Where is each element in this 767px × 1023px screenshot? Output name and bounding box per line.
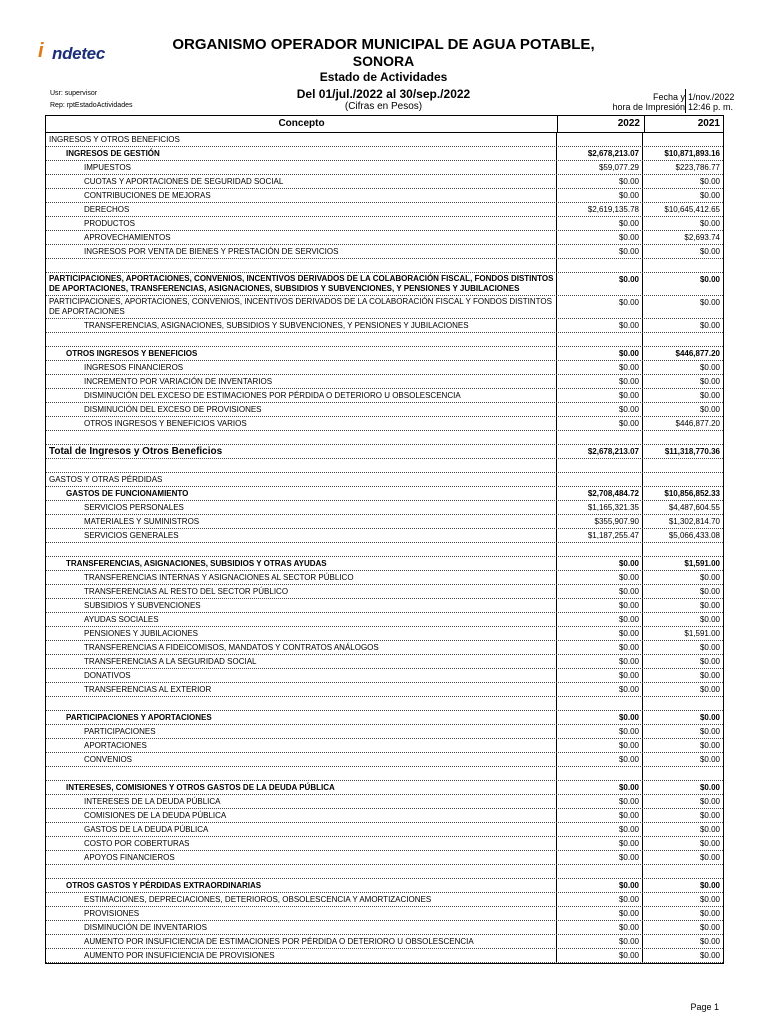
- table-row: [46, 683, 723, 697]
- row-value-2022: $2,619,135.78: [557, 203, 643, 216]
- row-concept: SERVICIOS PERSONALES: [46, 501, 557, 514]
- row-concept: INCREMENTO POR VARIACIÓN DE INVENTARIOS: [46, 375, 557, 388]
- row-value-2021: $0.00: [699, 713, 720, 722]
- row-concept: APORTACIONES: [46, 739, 557, 752]
- row-concept: PENSIONES Y JUBILACIONES: [46, 627, 557, 640]
- table-row: [46, 739, 723, 753]
- table-row: [46, 529, 723, 543]
- row-concept: [46, 865, 557, 878]
- row-value-2022: $0.00: [557, 571, 643, 584]
- row-value-2022: $0.00: [557, 655, 643, 668]
- row-concept: TRANSFERENCIAS A FIDEICOMISOS, MANDATOS Y CONTRATOS ANÁLOGOS: [46, 641, 557, 654]
- row-value-2022: $0.00: [557, 921, 643, 934]
- row-concept: [46, 259, 557, 272]
- row-value-2022: $0.00: [557, 557, 643, 570]
- table-row: [46, 189, 723, 203]
- table-row: [46, 697, 723, 711]
- row-value-2021: $0.00: [699, 937, 720, 946]
- row-value-2022: $0.00: [557, 809, 643, 822]
- table-row: [46, 375, 723, 389]
- row-concept: GASTOS Y OTRAS PÉRDIDAS: [46, 473, 557, 486]
- table-row: [46, 161, 723, 175]
- row-value-2021: $1,591.00: [684, 559, 720, 568]
- row-value-2021: $0.00: [699, 219, 720, 228]
- table-row: [46, 795, 723, 809]
- row-concept: [46, 459, 557, 472]
- row-concept: [46, 767, 557, 780]
- table-row: [46, 361, 723, 375]
- row-value-2022: [557, 865, 643, 878]
- row-value-2022: $0.00: [557, 879, 643, 892]
- row-value-2022: $0.00: [557, 683, 643, 696]
- row-concept: PARTICIPACIONES, APORTACIONES, CONVENIOS, INCENTIVOS DERIVADOS DE LA COLABORACIÓN FISCAL Y FONDOS DISTINTOS DE APORTACIONES: [46, 296, 557, 318]
- row-value-2022: [557, 459, 643, 472]
- row-value-2021: $0.00: [699, 643, 720, 652]
- activities-table: [45, 115, 724, 964]
- row-value-2021: $0.00: [699, 377, 720, 386]
- row-value-2022: $1,165,321.35: [557, 501, 643, 514]
- row-value-2022: $0.00: [557, 189, 643, 202]
- table-row: [46, 809, 723, 823]
- row-value-2021: $10,645,412.65: [664, 205, 720, 214]
- table-row: [46, 557, 723, 571]
- row-value-2021: [643, 333, 723, 346]
- row-value-2021: [643, 767, 723, 780]
- row-concept: INTERESES DE LA DEUDA PÚBLICA: [46, 795, 557, 808]
- org-name-line1: ORGANISMO OPERADOR MUNICIPAL DE AGUA POTABLE,: [172, 36, 595, 53]
- row-value-2022: $0.00: [557, 613, 643, 626]
- print-date-label: Fecha y: [652, 92, 685, 102]
- row-value-2021: $4,487,604.55: [668, 503, 720, 512]
- row-value-2022: [557, 133, 643, 146]
- row-value-2022: [557, 333, 643, 346]
- table-row: [46, 459, 723, 473]
- table-row: [46, 725, 723, 739]
- row-value-2021: $446,877.20: [675, 349, 720, 358]
- table-row: [46, 347, 723, 361]
- row-value-2021: [643, 459, 723, 472]
- row-concept: COMISIONES DE LA DEUDA PÚBLICA: [46, 809, 557, 822]
- col-header-2022: 2022: [558, 116, 645, 132]
- report-code: Rep: rptEstadoActividades: [50, 102, 133, 109]
- row-concept: PARTICIPACIONES: [46, 725, 557, 738]
- table-header: [46, 116, 723, 133]
- header-divider: [685, 89, 686, 113]
- row-concept: OTROS GASTOS Y PÉRDIDAS EXTRAORDINARIAS: [46, 879, 557, 892]
- row-value-2021: $0.00: [699, 275, 720, 284]
- table-row: [46, 711, 723, 725]
- row-concept: PARTICIPACIONES, APORTACIONES, CONVENIOS, INCENTIVOS DERIVADOS DE LA COLABORACIÓN FISCAL, FONDOS DISTINTOS DE APORTACIONES, TRANSFERENCIAS, ASIGNACIONES, SUBSIDIOS Y SUBVENCIONES, Y PENSIONES Y JUBILACIONES: [46, 273, 557, 295]
- row-concept: GASTOS DE FUNCIONAMIENTO: [46, 487, 557, 500]
- row-concept: TRANSFERENCIAS, ASIGNACIONES, SUBSIDIOS Y OTRAS AYUDAS: [46, 557, 557, 570]
- row-concept: DONATIVOS: [46, 669, 557, 682]
- table-row: [46, 599, 723, 613]
- report-period: Del 01/jul./2022 al 30/sep./2022: [296, 87, 471, 101]
- row-concept: AUMENTO POR INSUFICIENCIA DE ESTIMACIONES POR PÉRDIDA O DETERIORO U OBSOLESCENCIA: [46, 935, 557, 948]
- table-row: [46, 907, 723, 921]
- row-value-2022: $0.00: [557, 417, 643, 430]
- table-row: [46, 245, 723, 259]
- row-value-2021: [643, 543, 723, 556]
- table-row: [46, 296, 723, 319]
- row-concept: SERVICIOS GENERALES: [46, 529, 557, 542]
- row-value-2021: [643, 697, 723, 710]
- row-value-2021: $0.00: [699, 797, 720, 806]
- user-label: Usr: supervisor: [50, 90, 98, 97]
- row-value-2021: $0.00: [699, 177, 720, 186]
- row-value-2022: $0.00: [557, 669, 643, 682]
- row-value-2021: $0.00: [699, 391, 720, 400]
- row-value-2021: [643, 473, 723, 486]
- row-value-2022: [557, 473, 643, 486]
- row-value-2021: $0.00: [699, 671, 720, 680]
- row-value-2022: $0.00: [557, 781, 643, 794]
- row-concept: CONTRIBUCIONES DE MEJORAS: [46, 189, 557, 202]
- table-row: [46, 613, 723, 627]
- report-title: Estado de Actividades: [319, 70, 448, 84]
- row-value-2022: [557, 697, 643, 710]
- row-value-2021: $0.00: [699, 741, 720, 750]
- row-concept: TRANSFERENCIAS INTERNAS Y ASIGNACIONES AL SECTOR PÚBLICO: [46, 571, 557, 584]
- row-concept: [46, 431, 557, 444]
- row-value-2021: [643, 259, 723, 272]
- table-row: [46, 655, 723, 669]
- row-value-2022: [557, 431, 643, 444]
- row-concept: INTERESES, COMISIONES Y OTROS GASTOS DE LA DEUDA PÚBLICA: [46, 781, 557, 794]
- table-row: [46, 147, 723, 161]
- row-value-2022: $0.00: [557, 273, 643, 295]
- row-value-2022: $0.00: [557, 319, 643, 332]
- table-row: [46, 585, 723, 599]
- row-value-2022: $0.00: [557, 837, 643, 850]
- row-value-2021: $0.00: [699, 825, 720, 834]
- row-value-2021: $0.00: [699, 615, 720, 624]
- table-row: [46, 445, 723, 459]
- table-row: [46, 389, 723, 403]
- table-row: [46, 879, 723, 893]
- row-value-2021: $0.00: [699, 587, 720, 596]
- row-value-2021: $5,066,433.08: [668, 531, 720, 540]
- row-value-2021: [643, 865, 723, 878]
- row-value-2022: [557, 259, 643, 272]
- row-value-2021: $0.00: [699, 601, 720, 610]
- row-value-2022: $0.00: [557, 217, 643, 230]
- row-value-2022: [557, 767, 643, 780]
- row-value-2021: $0.00: [699, 881, 720, 890]
- row-value-2021: $10,871,893.16: [664, 149, 720, 158]
- row-value-2022: [557, 543, 643, 556]
- row-concept: IMPUESTOS: [46, 161, 557, 174]
- row-value-2022: $0.00: [557, 389, 643, 402]
- row-value-2021: $1,302,814.70: [668, 517, 720, 526]
- row-value-2022: $0.00: [557, 935, 643, 948]
- row-concept: COSTO POR COBERTURAS: [46, 837, 557, 850]
- row-value-2022: $0.00: [557, 725, 643, 738]
- row-value-2022: $0.00: [557, 585, 643, 598]
- table-row: [46, 203, 723, 217]
- row-value-2022: $0.00: [557, 851, 643, 864]
- row-concept: CONVENIOS: [46, 753, 557, 766]
- row-value-2022: $59,077.29: [557, 161, 643, 174]
- row-value-2022: $0.00: [557, 375, 643, 388]
- row-value-2021: [643, 431, 723, 444]
- row-value-2021: $10,856,852.33: [664, 489, 720, 498]
- org-name-line2: SONORA: [352, 53, 415, 69]
- row-value-2021: $0.00: [699, 363, 720, 372]
- table-row: [46, 417, 723, 431]
- row-value-2021: $446,877.20: [675, 419, 720, 428]
- table-row: [46, 273, 723, 296]
- row-value-2021: $0.00: [699, 685, 720, 694]
- row-concept: TRANSFERENCIAS A LA SEGURIDAD SOCIAL: [46, 655, 557, 668]
- row-value-2022: $0.00: [557, 753, 643, 766]
- table-row: [46, 823, 723, 837]
- row-concept: AUMENTO POR INSUFICIENCIA DE PROVISIONES: [46, 949, 557, 962]
- col-header-2021: 2021: [697, 118, 720, 129]
- table-row: [46, 921, 723, 935]
- table-row: [46, 837, 723, 851]
- row-concept: APROVECHAMIENTOS: [46, 231, 557, 244]
- table-row: [46, 217, 723, 231]
- row-value-2022: $0.00: [557, 296, 643, 318]
- row-value-2021: $0.00: [699, 321, 720, 330]
- row-value-2022: $0.00: [557, 231, 643, 244]
- table-row: [46, 753, 723, 767]
- row-value-2021: $1,591.00: [684, 629, 720, 638]
- row-value-2022: $2,708,484.72: [557, 487, 643, 500]
- row-value-2022: $0.00: [557, 907, 643, 920]
- row-concept: Total de Ingresos y Otros Beneficios: [46, 445, 557, 458]
- row-concept: GASTOS DE LA DEUDA PÚBLICA: [46, 823, 557, 836]
- row-concept: PRODUCTOS: [46, 217, 557, 230]
- row-value-2022: $2,678,213.07: [557, 445, 643, 458]
- row-value-2021: $0.00: [699, 405, 720, 414]
- logo-text: ndetec: [52, 44, 105, 63]
- currency-note: (Cifras en Pesos): [344, 101, 423, 112]
- row-value-2022: $0.00: [557, 175, 643, 188]
- logo-letter: i: [38, 40, 44, 62]
- row-concept: TRANSFERENCIAS AL RESTO DEL SECTOR PÚBLICO: [46, 585, 557, 598]
- row-value-2021: $0.00: [699, 298, 720, 307]
- row-concept: AYUDAS SOCIALES: [46, 613, 557, 626]
- table-row: [46, 949, 723, 963]
- row-concept: TRANSFERENCIAS AL EXTERIOR: [46, 683, 557, 696]
- row-value-2021: $0.00: [699, 191, 720, 200]
- table-row: [46, 473, 723, 487]
- col-header-concept: Concepto: [46, 116, 558, 132]
- row-value-2022: $0.00: [557, 641, 643, 654]
- table-row: [46, 403, 723, 417]
- row-concept: [46, 333, 557, 346]
- row-concept: OTROS INGRESOS Y BENEFICIOS VARIOS: [46, 417, 557, 430]
- row-value-2022: $0.00: [557, 347, 643, 360]
- row-value-2021: $0.00: [699, 247, 720, 256]
- row-concept: TRANSFERENCIAS, ASIGNACIONES, SUBSIDIOS Y SUBVENCIONES, Y PENSIONES Y JUBILACIONES: [46, 319, 557, 332]
- row-concept: DISMINUCIÓN DEL EXCESO DE PROVISIONES: [46, 403, 557, 416]
- table-row: [46, 333, 723, 347]
- row-concept: [46, 543, 557, 556]
- row-concept: INGRESOS FINANCIEROS: [46, 361, 557, 374]
- row-value-2022: $0.00: [557, 711, 643, 724]
- row-value-2021: $0.00: [699, 811, 720, 820]
- page-number: Page 1: [690, 1002, 719, 1012]
- table-row: [46, 641, 723, 655]
- table-row: [46, 851, 723, 865]
- row-value-2022: $0.00: [557, 403, 643, 416]
- table-row: [46, 133, 723, 147]
- row-value-2021: [643, 133, 723, 146]
- table-row: [46, 669, 723, 683]
- row-concept: DERECHOS: [46, 203, 557, 216]
- table-body: [46, 133, 723, 963]
- row-value-2022: $2,678,213.07: [557, 147, 643, 160]
- table-row: [46, 767, 723, 781]
- row-value-2022: $0.00: [557, 893, 643, 906]
- row-value-2022: $0.00: [557, 627, 643, 640]
- table-row: [46, 175, 723, 189]
- row-concept: APOYOS FINANCIEROS: [46, 851, 557, 864]
- table-row: [46, 627, 723, 641]
- table-row: [46, 259, 723, 273]
- row-concept: PROVISIONES: [46, 907, 557, 920]
- table-row: [46, 319, 723, 333]
- print-time-label: hora de Impresión: [612, 102, 685, 112]
- row-value-2021: $0.00: [699, 923, 720, 932]
- row-concept: INGRESOS DE GESTIÓN: [46, 147, 557, 160]
- table-row: [46, 431, 723, 445]
- row-value-2021: $0.00: [699, 853, 720, 862]
- row-value-2021: $223,786.77: [675, 163, 720, 172]
- print-date-value: 1/nov./2022: [688, 92, 735, 102]
- table-row: [46, 781, 723, 795]
- row-value-2021: $2,693.74: [684, 233, 720, 242]
- table-row: [46, 487, 723, 501]
- table-row: [46, 501, 723, 515]
- table-row: [46, 515, 723, 529]
- row-value-2022: $0.00: [557, 739, 643, 752]
- table-row: [46, 865, 723, 879]
- row-value-2021: $11,318,770.36: [664, 447, 720, 456]
- row-value-2021: $0.00: [699, 839, 720, 848]
- row-value-2021: $0.00: [699, 951, 720, 960]
- row-value-2021: $0.00: [699, 783, 720, 792]
- row-value-2021: $0.00: [699, 895, 720, 904]
- row-value-2022: $0.00: [557, 949, 643, 962]
- row-value-2022: $355,907.90: [557, 515, 643, 528]
- row-value-2021: $0.00: [699, 727, 720, 736]
- row-value-2022: $0.00: [557, 361, 643, 374]
- row-concept: ESTIMACIONES, DEPRECIACIONES, DETERIOROS, OBSOLESCENCIA Y AMORTIZACIONES: [46, 893, 557, 906]
- row-concept: INGRESOS POR VENTA DE BIENES Y PRESTACIÓN DE SERVICIOS: [46, 245, 557, 258]
- table-row: [46, 543, 723, 557]
- row-value-2022: $0.00: [557, 245, 643, 258]
- table-row: [46, 231, 723, 245]
- row-concept: OTROS INGRESOS Y BENEFICIOS: [46, 347, 557, 360]
- row-concept: DISMINUCIÓN DE INVENTARIOS: [46, 921, 557, 934]
- row-concept: SUBSIDIOS Y SUBVENCIONES: [46, 599, 557, 612]
- row-value-2022: $0.00: [557, 599, 643, 612]
- row-value-2021: $0.00: [699, 755, 720, 764]
- row-value-2021: $0.00: [699, 909, 720, 918]
- row-concept: INGRESOS Y OTROS BENEFICIOS: [46, 133, 557, 146]
- print-time-value: 12:46 p. m.: [688, 102, 734, 112]
- row-value-2021: $0.00: [699, 657, 720, 666]
- table-row: [46, 935, 723, 949]
- row-value-2022: $1,187,255.47: [557, 529, 643, 542]
- row-concept: CUOTAS Y APORTACIONES DE SEGURIDAD SOCIAL: [46, 175, 557, 188]
- row-concept: DISMINUCIÓN DEL EXCESO DE ESTIMACIONES POR PÉRDIDA O DETERIORO U OBSOLESCENCIA: [46, 389, 557, 402]
- row-concept: [46, 697, 557, 710]
- row-value-2022: $0.00: [557, 823, 643, 836]
- row-concept: PARTICIPACIONES Y APORTACIONES: [46, 711, 557, 724]
- table-row: [46, 893, 723, 907]
- row-concept: MATERIALES Y SUMINISTROS: [46, 515, 557, 528]
- table-row: [46, 571, 723, 585]
- row-value-2021: $0.00: [699, 573, 720, 582]
- row-value-2022: $0.00: [557, 795, 643, 808]
